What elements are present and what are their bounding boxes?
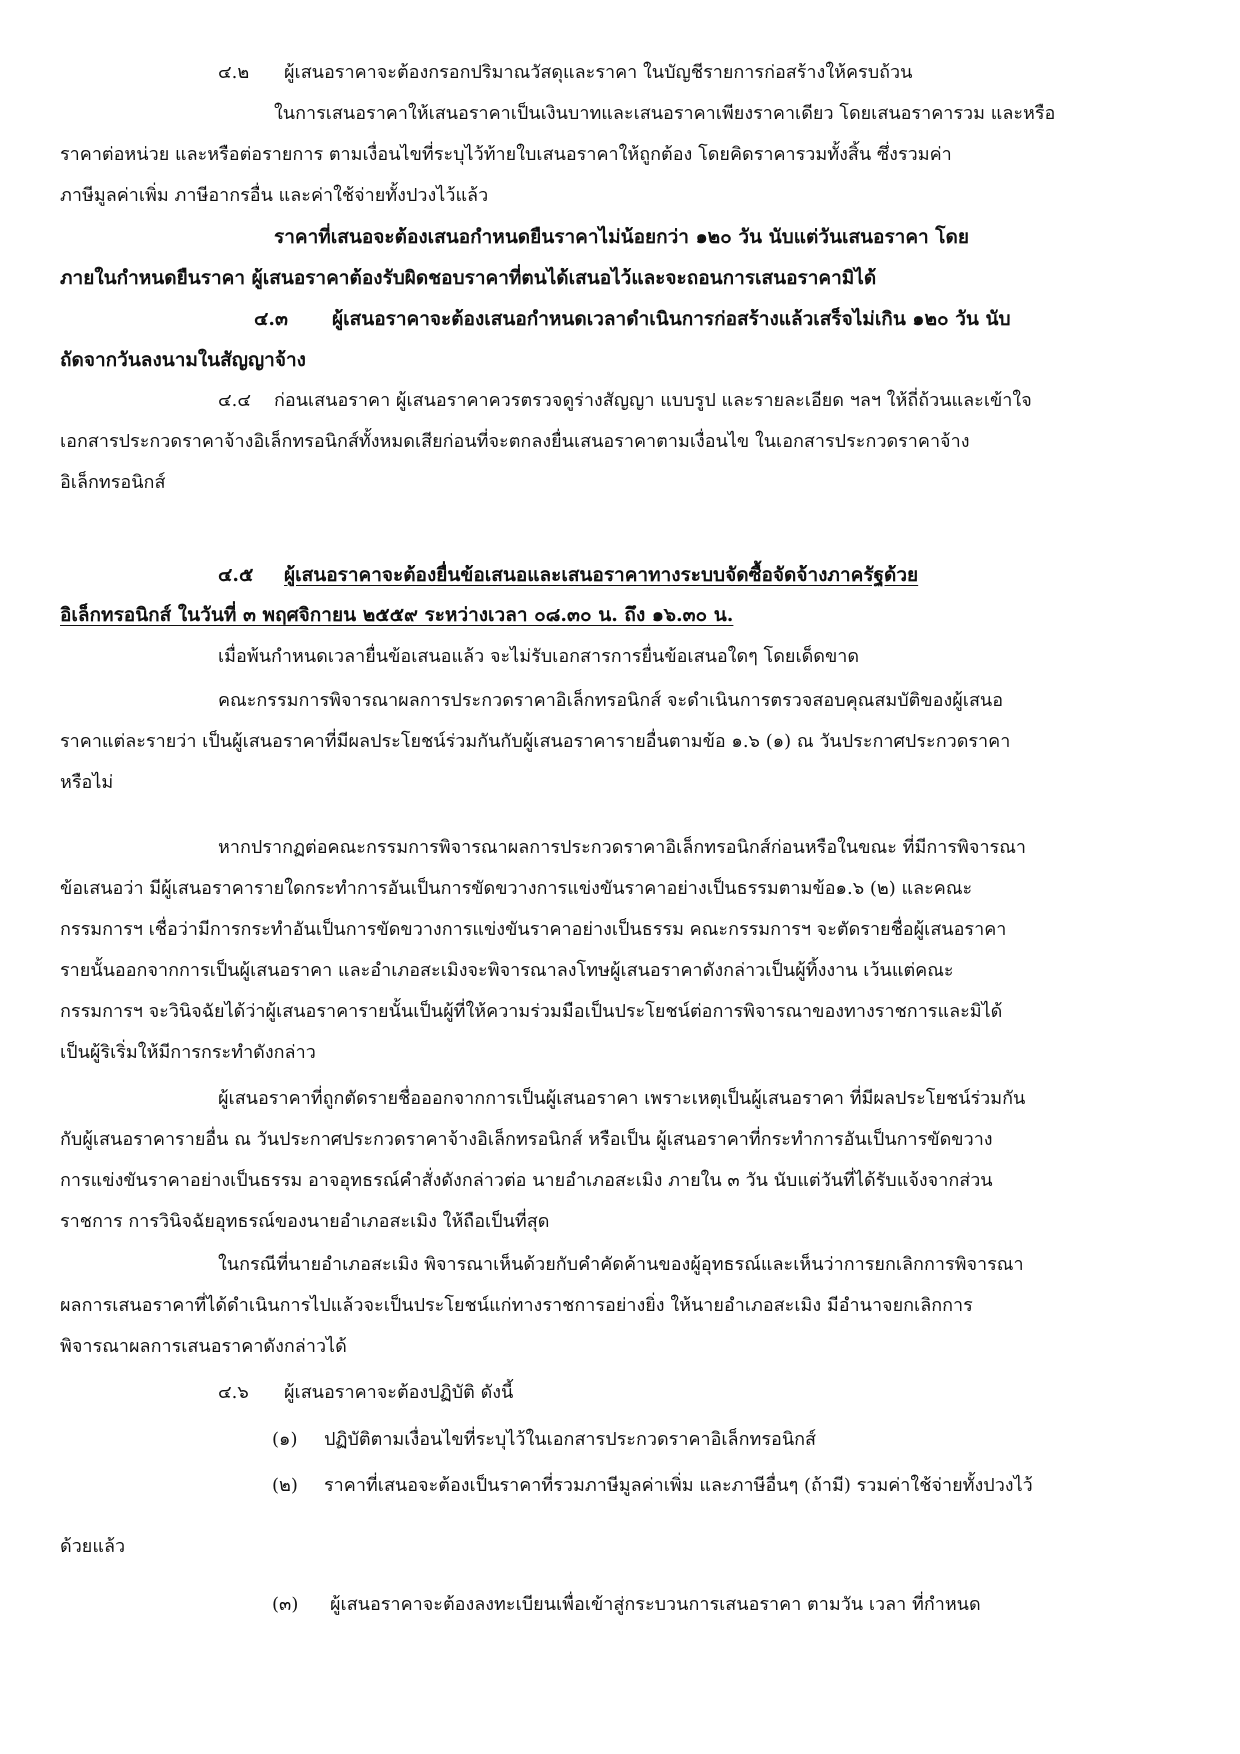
paragraph-line: ราคาแต่ละรายว่า เป็นผู้เสนอราคาที่มีผลประโยชน์ร่วมกันกับผู้เสนอราคารายอื่นตามข้อ ๑.๖ (๑) ณ วันประกาศประกวดราคา (60, 731, 1011, 752)
section-4-6-heading (218, 1378, 513, 1408)
section-text: ผู้เสนอราคาจะต้องปฏิบัติ ดังนี้ (284, 1382, 514, 1403)
paragraph-line: ข้อเสนอว่า มีผู้เสนอราคารายใดกระทำการอันเป็นการขัดขวางการแข่งขันราคาอย่างเป็นธรรมตามข้อ๑.๖ (๒) และคณะ (60, 878, 973, 899)
paragraph-line: กับผู้เสนอราคารายอื่น ณ วันประกาศประกวดราคาจ้างอิเล็กทรอนิกส์ หรือเป็น ผู้เสนอราคาที่กระทำการอันเป็นการขัดขวาง (60, 1129, 993, 1150)
list-item-text: ปฏิบัติตามเงื่อนไขที่ระบุไว้ในเอกสารประกวดราคาอิเล็กทรอนิกส์ (324, 1429, 817, 1450)
paragraph-line: เป็นผู้ริเริ่มให้มีการกระทำดังกล่าว (60, 1042, 316, 1063)
paragraph-line: ผู้เสนอราคาที่ถูกตัดรายชื่อออกจากการเป็นผู้เสนอราคา เพราะเหตุเป็นผู้เสนอราคา ที่มีผลประโยชน์ร่วมกัน (218, 1088, 1026, 1109)
paragraph-line: ในกรณีที่นายอำเภอสะเมิง พิจารณาเห็นด้วยกับคำคัดค้านของผู้อุทธรณ์และเห็นว่าการยกเลิกการพิจารณา (218, 1254, 1024, 1275)
bold-paragraph-line: ถัดจากวันลงนามในสัญญาจ้าง (60, 349, 306, 371)
section-number: ๔.๕ (218, 564, 254, 586)
section-number: ๔.๒ (218, 62, 250, 83)
paragraph-line: ภาษีมูลค่าเพิ่ม ภาษีอากรอื่น และค่าใช้จ่ายทั้งปวงไว้แล้ว (60, 185, 489, 206)
section-text: ผู้เสนอราคาจะต้องกรอกปริมาณวัสดุและราคา ในบัญชีรายการก่อสร้างให้ครบถ้วน (284, 62, 913, 83)
section-number: ๔.๔ (218, 390, 251, 411)
list-item-continuation: ด้วยแล้ว (60, 1536, 126, 1557)
paragraph-line: ในการเสนอราคาให้เสนอราคาเป็นเงินบาทและเสนอราคาเพียงราคาเดียว โดยเสนอราคารวม และหรือ (274, 103, 1056, 124)
bold-underlined-line: อิเล็กทรอนิกส์ ในวันที่ ๓ พฤศจิกายน ๒๕๕๙ ระหว่างเวลา ๐๘.๓๐ น. ถึง ๑๖.๓๐ น. (60, 604, 734, 626)
paragraph-line: หากปรากฏต่อคณะกรรมการพิจารณาผลการประกวดราคาอิเล็กทรอนิกส์ก่อนหรือในขณะ ที่มีการพิจารณา (218, 837, 1027, 858)
paragraph-line: การแข่งขันราคาอย่างเป็นธรรม อาจอุทธรณ์คำสั่งดังกล่าวต่อ นายอำเภอสะเมิง ภายใน ๓ วัน นับแต่วันที่ได้รับแจ้งจากส่วน (60, 1170, 993, 1191)
paragraph-line: ผลการเสนอราคาที่ได้ดำเนินการไปแล้วจะเป็นประโยชน์แก่ทางราชการอย่างยิ่ง ให้นายอำเภอสะเมิง มีอำนาจยกเลิกการ (60, 1295, 973, 1316)
section-4-3-heading (254, 304, 1011, 334)
list-item-text: ราคาที่เสนอจะต้องเป็นราคาที่รวมภาษีมูลค่าเพิ่ม และภาษีอื่นๆ (ถ้ามี) รวมค่าใช้จ่ายทั้งปวงไว้ (324, 1475, 1033, 1496)
paragraph-line: ราชการ การวินิจฉัยอุทธรณ์ของนายอำเภอสะเมิง ให้ถือเป็นที่สุด (60, 1211, 550, 1232)
paragraph-line: รายนั้นออกจากการเป็นผู้เสนอราคา และอำเภอสะเมิงจะพิจารณาลงโทษผู้เสนอราคาดังกล่าวเป็นผู้ทิ้งงาน เว้นแต่คณะ (60, 960, 954, 981)
paragraph-line: ราคาต่อหน่วย และหรือต่อรายการ ตามเงื่อนไขที่ระบุไว้ท้ายใบเสนอราคาให้ถูกต้อง โดยคิดราคารวมทั้งสิ้น ซึ่งรวมค่า (60, 144, 952, 165)
section-number: ๔.๓ (254, 308, 288, 330)
section-4-2-heading (218, 58, 912, 88)
paragraph-line: เอกสารประกวดราคาจ้างอิเล็กทรอนิกส์ทั้งหมดเสียก่อนที่จะตกลงยื่นเสนอราคาตามเงื่อนไข ในเอกสารประกวดราคาจ้าง (60, 431, 970, 452)
section-text: ผู้เสนอราคาจะต้องยื่นข้อเสนอและเสนอราคาทางระบบจัดซื้อจัดจ้างภาครัฐด้วย (284, 564, 919, 586)
section-4-5-heading (218, 560, 918, 590)
list-item (272, 1425, 816, 1455)
list-item-number: (๓) (272, 1594, 299, 1615)
list-item (272, 1471, 1033, 1501)
paragraph-line: กรรมการฯ เชื่อว่ามีการกระทำอันเป็นการขัดขวางการแข่งขันราคาอย่างเป็นธรรม คณะกรรมการฯ จะตัดรายชื่อผู้เสนอราคา (60, 919, 1007, 940)
section-number: ๔.๖ (218, 1382, 249, 1403)
section-4-4-heading (218, 386, 1032, 416)
paragraph-line: อิเล็กทรอนิกส์ (60, 472, 166, 493)
section-text: ผู้เสนอราคาจะต้องเสนอกำหนดเวลาดำเนินการก่อสร้างแล้วเสร็จไม่เกิน ๑๒๐ วัน นับ (332, 308, 1011, 330)
section-text: ก่อนเสนอราคา ผู้เสนอราคาควรตรวจดูร่างสัญญา แบบรูป และรายละเอียด ฯลฯ ให้ถี่ถ้วนและเข้าใจ (274, 390, 1032, 411)
paragraph-line: เมื่อพ้นกำหนดเวลายื่นข้อเสนอแล้ว จะไม่รับเอกสารการยื่นข้อเสนอใดๆ โดยเด็ดขาด (218, 646, 860, 667)
paragraph-line: หรือไม่ (60, 772, 114, 793)
list-item-text: ผู้เสนอราคาจะต้องลงทะเบียนเพื่อเข้าสู่กระบวนการเสนอราคา ตามวัน เวลา ที่กำหนด (330, 1594, 981, 1615)
list-item (272, 1590, 981, 1620)
paragraph-line: คณะกรรมการพิจารณาผลการประกวดราคาอิเล็กทรอนิกส์ จะดำเนินการตรวจสอบคุณสมบัติของผู้เสนอ (218, 690, 1004, 711)
bold-paragraph-line: ภายในกำหนดยืนราคา ผู้เสนอราคาต้องรับผิดชอบราคาที่ตนได้เสนอไว้และจะถอนการเสนอราคามิได้ (60, 267, 877, 289)
bold-paragraph-line: ราคาที่เสนอจะต้องเสนอกำหนดยืนราคาไม่น้อยกว่า ๑๒๐ วัน นับแต่วันเสนอราคา โดย (274, 226, 969, 248)
list-item-number: (๑) (272, 1429, 298, 1450)
paragraph-line: พิจารณาผลการเสนอราคาดังกล่าวได้ (60, 1336, 347, 1357)
paragraph-line: กรรมการฯ จะวินิจฉัยได้ว่าผู้เสนอราคารายนั้นเป็นผู้ที่ให้ความร่วมมือเป็นประโยชน์ต่อการพิจารณาของทางราชการและมิได้ (60, 1001, 1003, 1022)
list-item-number: (๒) (272, 1475, 298, 1496)
